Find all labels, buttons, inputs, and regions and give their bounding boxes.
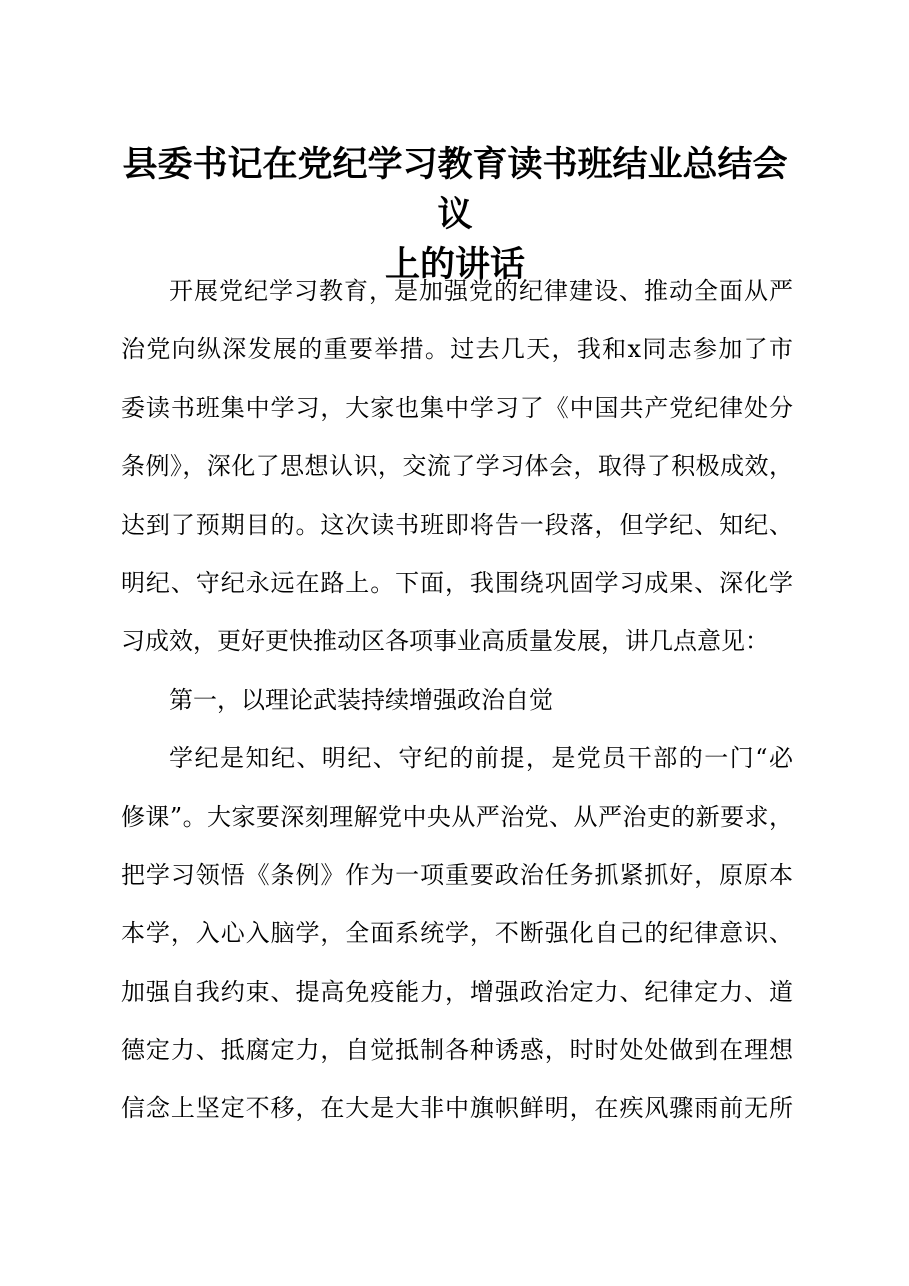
paragraph-1-line-1: 开展党纪学习教育，是加强党的纪律建设、推动全面从严 [169,277,793,305]
title-line-1: 县委书记在党纪学习教育读书班结业总结会议 [122,144,788,235]
title-line-2: 上的讲话 [384,244,525,285]
paragraph-1-line-2: 治党向纵深发展的重要举措。过去几天，我和x同志参加了市 [121,335,793,364]
paragraph-2-line-1: 学纪是知纪、明纪、守纪的前提，是党员干部的一门“必 [169,744,793,773]
paragraph-2-line-5: 加强自我约束、提高免疫能力，增强政治定力、纪律定力、道 [121,977,793,1006]
paragraph-1-line-7: 习成效，更好更快推动区各项事业高质量发展，讲几点意见： [121,627,769,656]
paragraph-1-line-6: 明纪、守纪永远在路上。下面，我围绕巩固学习成果、深化学 [121,568,793,597]
paragraph-1-line-4: 条例》，深化了思想认识，交流了学习体会，取得了积极成效， [121,452,793,481]
paragraph-2-line-7: 信念上坚定不移，在大是大非中旗帜鲜明，在疾风骤雨前无所 [121,1094,793,1123]
document-body [121,262,793,1138]
section-heading-1: 第一，以理论武装持续增强政治自觉 [169,685,553,714]
paragraph-2-line-3: 把学习领悟《条例》作为一项重要政治任务抓紧抓好，原原本 [121,860,793,889]
paragraph-1-line-3: 委读书班集中学习，大家也集中学习了《中国共产党纪律处分 [121,393,793,422]
paragraph-2-line-4: 本学，入心入脑学，全面系统学，不断强化自己的纪律意识、 [121,919,793,948]
paragraph-2-line-2: 修课”。大家要深刻理解党中央从严治党、从严治吏的新要求， [121,802,793,831]
paragraph-1-line-5: 达到了预期目的。这次读书班即将告一段落，但学纪、知纪、 [121,510,793,539]
paragraph-2-line-6: 德定力、抵腐定力，自觉抵制各种诱惑，时时处处做到在理想 [121,1036,793,1065]
